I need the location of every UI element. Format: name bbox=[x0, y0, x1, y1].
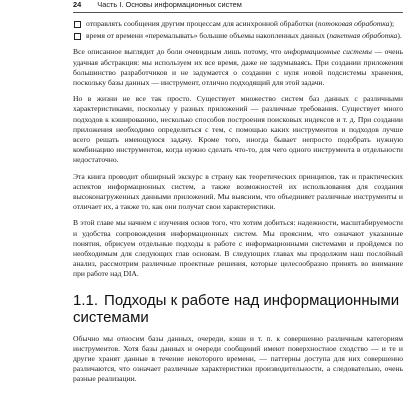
list-item: время от времени «перемалывать» большие объемы накопленных данных (пакетная обработка). bbox=[73, 31, 403, 41]
paragraph-tools: Но в жизни не все так просто. Существует множество систем баз данных с различными характеристиками, поскольку у разных приложений — различные требования. Существует много подходов к кэшированию, несколько способов построения поисковых индексов и т. д. При создании приложения необходимо определиться с тем, с помощью каких инструментов и подходов лучше всего решать имеющуюся задачу. Кроме того, иногда бывает непросто подобрать нужную комбинацию инструментов, когда нужно сделать что-то, для чего одного инструмента в отдельности недостаточно. bbox=[73, 94, 403, 165]
checkbox-bullet-icon bbox=[74, 21, 81, 28]
body-text bbox=[73, 19, 403, 391]
paragraph-categories: Обычно мы относим базы данных, очереди, кэши и т. п. к совершенно различным категориям инструментов. Хотя базы данных и очереди сообщений имеют поверхностное сходство — и те и другие хранят данные в течение некоторого времени, — паттерны доступа для них совершенно различаются, что означает различные характеристики производительности, а следовательно, очень разные реализации. bbox=[73, 333, 403, 384]
running-title: Часть I. Основы информационных систем bbox=[97, 0, 242, 9]
section-heading bbox=[73, 292, 403, 326]
running-header bbox=[73, 0, 403, 13]
section-number: 1.1. bbox=[73, 291, 99, 309]
section-title: Подходы к работе над информационными системами bbox=[73, 291, 400, 326]
checkbox-bullet-icon bbox=[74, 33, 81, 40]
page-number: 24 bbox=[73, 0, 82, 9]
list-item: отправлять сообщения другим процессам для асинхронной обработки (потоковая обработка); bbox=[73, 19, 403, 29]
paragraph-chapter-plan: В этой главе мы начнем с изучения основ того, что хотим добиться: надежности, масштабируемости и удобства сопровождения информационных систем. Мы проясним, что означают указанные понятия, обрисуем отдельные подходы к работе с информационными системами и пройдемся по необходимым для следующих глав основам. В следующих главах мы продолжим наш послойный анализ, рассмотрим различные проектные решения, которые целесообразно принять во внимание при работе над DIA. bbox=[73, 218, 403, 279]
paragraph-book-overview: Эта книга проводит обширный экскурс в страну как теоретических принципов, так и практических аспектов информационных систем, а также возможностей их использования для создания высоконагруженных данными приложений. Мы выясним, что объединяет различные инструменты и отличает их, а также то, как они получат свои характеристики. bbox=[73, 171, 403, 212]
bullet-list bbox=[73, 19, 403, 41]
paragraph-abstraction: Все описанное выглядит до боли очевидным лишь потому, что информационные системы — очень удачная абстракция: мы используем их все время, даже не задумываясь. При создании приложения большинство разработчиков и не задумается о создании с нуля новой подсистемы хранения, поскольку базы данных — инструмент, отлично подходящий для этой задачи. bbox=[73, 47, 403, 88]
